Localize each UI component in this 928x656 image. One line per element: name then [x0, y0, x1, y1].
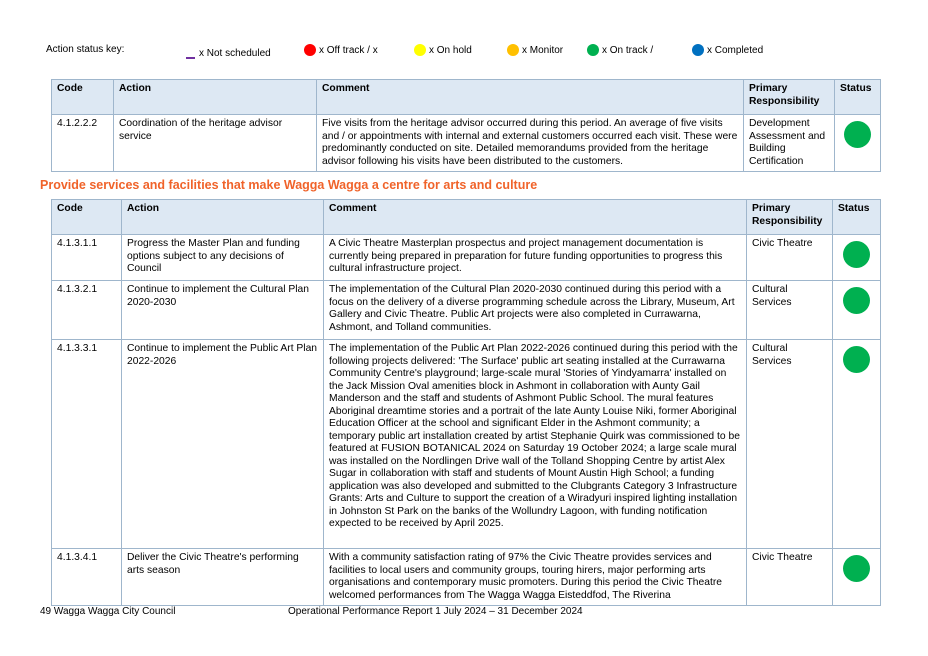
yellow-dot-icon	[414, 44, 426, 56]
cell-comment: With a community satisfaction rating of 97% the Civic Theatre provides services and facilities to local users and community groups, touring hirers, major performing arts organisations and contemporary music promoters. During this period the Civic Theatre welcomed performances from The Wagga Wagga Eisteddfod, The Riverina	[324, 549, 747, 606]
key-label: x Not scheduled	[199, 47, 271, 59]
cell-code: 4.1.3.1.1	[52, 235, 122, 281]
cell-comment: A Civic Theatre Masterplan prospectus and project management documentation is currently being prepared in preparation for future funding opportunities to progress this cultural infrastructure project.	[324, 235, 747, 281]
status-on-track-icon	[843, 346, 870, 373]
header-responsibility: Primary Responsibility	[747, 200, 833, 235]
key-label: x Monitor	[522, 44, 564, 56]
key-item-not-scheduled	[186, 47, 271, 59]
table-row	[52, 115, 881, 172]
table-row	[52, 281, 881, 340]
cell-responsibility: Cultural Services	[747, 281, 833, 340]
red-dot-icon	[304, 44, 316, 56]
page-number: 49	[40, 606, 52, 617]
header-comment: Comment	[317, 80, 744, 115]
header-code: Code	[52, 80, 114, 115]
cell-responsibility: Cultural Services	[747, 340, 833, 549]
report-title: Operational Performance Report 1 July 2024 – 31 December 2024	[288, 606, 583, 617]
key-item-monitor	[507, 44, 563, 56]
cell-status	[835, 115, 881, 172]
table-row	[52, 549, 881, 606]
cell-action: Coordination of the heritage advisor service	[114, 115, 317, 172]
table-header-row	[52, 80, 881, 115]
actions-table-arts-culture	[51, 199, 881, 606]
key-item-on-track	[587, 44, 653, 56]
cell-action: Deliver the Civic Theatre's performing arts season	[122, 549, 324, 606]
cell-status	[833, 235, 881, 281]
key-label: x Off track / x	[319, 44, 378, 56]
status-key	[46, 44, 846, 60]
cell-responsibility: Civic Theatre	[747, 235, 833, 281]
table-row	[52, 235, 881, 281]
amber-dot-icon	[507, 44, 519, 56]
status-on-track-icon	[843, 287, 870, 314]
key-label: x On hold	[429, 44, 472, 56]
blue-dot-icon	[692, 44, 704, 56]
dash-icon	[186, 57, 195, 59]
key-item-completed	[692, 44, 763, 56]
cell-code: 4.1.3.4.1	[52, 549, 122, 606]
key-label: x On track /	[602, 44, 654, 56]
cell-responsibility: Development Assessment and Building Certification	[744, 115, 835, 172]
header-code: Code	[52, 200, 122, 235]
footer-left	[40, 606, 175, 617]
cell-status	[833, 281, 881, 340]
cell-status	[833, 340, 881, 549]
header-action: Action	[122, 200, 324, 235]
cell-comment: The implementation of the Public Art Plan 2022-2026 continued during this period with the following projects delivered: 'The Surface' public art seating installed at the Currawarna Community Centre's playground; large-scale mural 'Stories of Yindyamarra' installed on the Jack Mission Oval amenities block in Ashmont in collaboration with Aunty Gail Manderson and the staff and students of Ashmont Public School. The mural features Aboriginal dreamtime stories and a portrait of the late Aunty Louise Niki, former Aboriginal Education Officer at the school and significant Elder in the Ashmont community; a temporary public art installation created by artist Stephanie Quirk was commissioned to be featured at FUSION BOTANICAL 2024 on Saturday 19 October 2024; a large scale mural was installed on the Nordlingen Drive wall of the Tolland Shopping Centre by artist Alex Sugar in collaboration with staff and students of Mount Austin High School; a funding application was also developed and submitted to the Clubgrants Category 3 Infrastructure Grants: Arts and Culture to support the creation of a Wiradyuri inspired lighting installation in Johnston St Park on the banks of the Wollundry Lagoon, with funding notification expected to be received by April 2025.	[324, 340, 747, 549]
cell-comment: The implementation of the Cultural Plan 2020-2030 continued during this period with a focus on the delivery of a diverse programming schedule across the Library, Museum, Art Gallery and Civic Theatre. Public Art projects were also completed in Currawarna, Ashmont, and Tolland communities.	[324, 281, 747, 340]
header-status: Status	[833, 200, 881, 235]
table-header-row	[52, 200, 881, 235]
cell-code: 4.1.3.2.1	[52, 281, 122, 340]
header-comment: Comment	[324, 200, 747, 235]
cell-comment: Five visits from the heritage advisor occurred during this period. An average of five visits and / or appointments with internal and external customers occurred each visit. These were predominantly conducted on site. Detailed memorandums provided from the heritage advisor following his visits have been distributed to the customers.	[317, 115, 744, 172]
header-status: Status	[835, 80, 881, 115]
key-item-off-track	[304, 44, 378, 56]
status-on-track-icon	[844, 121, 871, 148]
status-on-track-icon	[843, 555, 870, 582]
cell-action: Continue to implement the Public Art Plan 2022-2026	[122, 340, 324, 549]
header-action: Action	[114, 80, 317, 115]
key-label: x Completed	[707, 44, 764, 56]
organisation-name: Wagga Wagga City Council	[53, 606, 176, 617]
cell-code: 4.1.2.2.2	[52, 115, 114, 172]
cell-responsibility: Civic Theatre	[747, 549, 833, 606]
table-row	[52, 340, 881, 549]
status-on-track-icon	[843, 241, 870, 268]
page-footer	[40, 606, 890, 620]
cell-action: Continue to implement the Cultural Plan 2020-2030	[122, 281, 324, 340]
header-responsibility: Primary Responsibility	[744, 80, 835, 115]
cell-action: Progress the Master Plan and funding options subject to any decisions of Council	[122, 235, 324, 281]
section-heading: Provide services and facilities that make Wagga Wagga a centre for arts and culture	[40, 178, 538, 192]
actions-table-heritage	[51, 79, 881, 172]
green-dot-icon	[587, 44, 599, 56]
status-key-title: Action status key:	[46, 44, 125, 55]
cell-code: 4.1.3.3.1	[52, 340, 122, 549]
cell-status	[833, 549, 881, 606]
key-item-on-hold	[414, 44, 472, 56]
